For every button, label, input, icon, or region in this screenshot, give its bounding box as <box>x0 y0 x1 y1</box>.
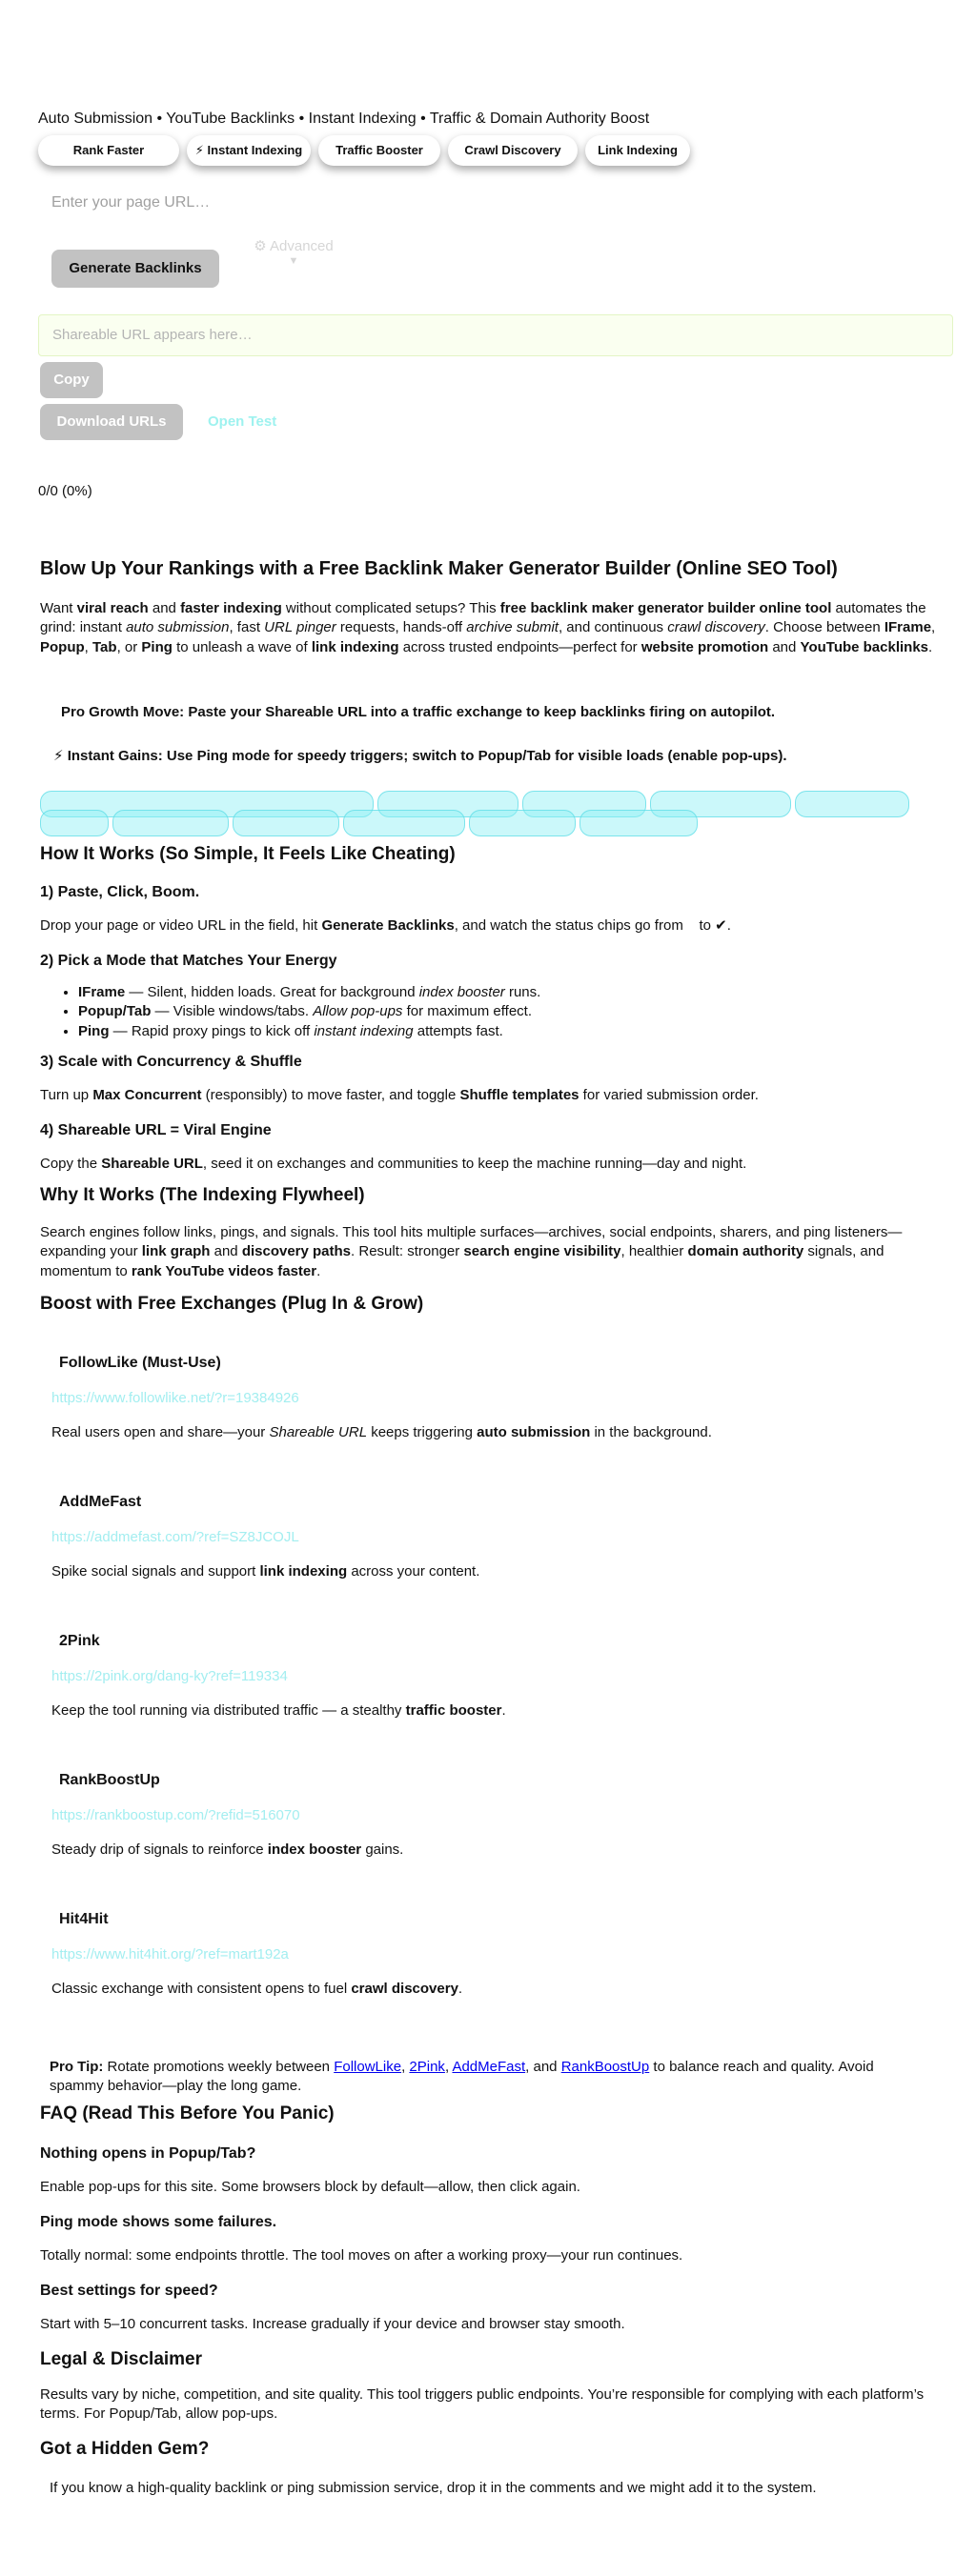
page-url-input[interactable] <box>50 187 450 219</box>
chip-crawl-discovery[interactable]: Crawl Discovery <box>448 135 578 166</box>
shareable-url-field[interactable] <box>38 314 953 356</box>
exchange-name: FollowLike (Must-Use) <box>59 1355 221 1371</box>
step4-text: Copy the Shareable URL, seed it on exchanges and communities to keep the machine running—day and night. <box>40 1156 747 1172</box>
list-item: • IFrame — Silent, hidden loads. Great for background index booster runs. <box>78 983 946 1002</box>
advanced-toggle[interactable] <box>248 238 339 268</box>
exchange-name: AddMeFast <box>59 1494 142 1510</box>
exchange-name: RankBoostUp <box>59 1772 160 1788</box>
faq-question: Nothing opens in Popup/Tab? <box>40 2145 256 2162</box>
exchange-desc: Steady drip of signals to reinforce index booster gains. <box>51 1841 404 1858</box>
advanced-label: ⚙ Advanced <box>254 238 334 254</box>
status-chip <box>469 810 576 836</box>
how-it-works-heading: How It Works (So Simple, It Feels Like Cheating) <box>40 844 456 864</box>
hidden-gem-heading: Got a Hidden Gem? <box>40 2439 210 2459</box>
article-title: Blow Up Your Rankings with a Free Backlink Maker Generator Builder (Online SEO Tool) <box>40 558 838 579</box>
modes-list <box>40 983 946 1041</box>
exchange-link[interactable]: https://2pink.org/dang-ky?ref=119334 <box>51 1668 288 1684</box>
link-followlike[interactable]: FollowLike <box>334 2059 402 2075</box>
status-chip <box>580 810 698 836</box>
copy-button[interactable]: Copy <box>40 362 103 398</box>
faq-answer: Totally normal: some endpoints throttle. The tool moves on after a working proxy—your run continues. <box>40 2247 683 2264</box>
boost-heading: Boost with Free Exchanges (Plug In & Grow) <box>40 1294 424 1314</box>
faq-heading: FAQ (Read This Before You Panic) <box>40 2103 335 2123</box>
progress-counter: 0/0 (0%) <box>38 483 92 499</box>
exchange-link[interactable]: https://www.followlike.net/?r=19384926 <box>51 1390 299 1406</box>
exchange-link[interactable]: https://rankboostup.com/?refid=516070 <box>51 1807 300 1823</box>
hidden-gem-text: If you know a high-quality backlink or ping submission service, drop it in the comments and we might add it to the system. <box>50 2480 817 2496</box>
why-it-works-heading: Why It Works (The Indexing Flywheel) <box>40 1185 365 1205</box>
generate-backlinks-button[interactable]: Generate Backlinks <box>51 250 219 288</box>
step3-heading: 3) Scale with Concurrency & Shuffle <box>40 1054 302 1070</box>
status-chip <box>795 791 909 817</box>
exchange-desc: Real users open and share—your Shareable URL keeps triggering auto submission in the background. <box>51 1424 712 1440</box>
status-chip <box>112 810 229 836</box>
why-text: Search engines follow links, pings, and signals. This tool hits multiple surfaces—archives, social endpoints, sharers, and ping listeners—expanding your link graph and discovery paths. Result: stronger search engine visibility, healthier domain authority signals, and momentum to rank YouTube videos faster. <box>40 1224 903 1279</box>
status-chip <box>233 810 339 836</box>
exchange-desc: Classic exchange with consistent opens to fuel crawl discovery. <box>51 1981 463 1997</box>
legal-text: Results vary by niche, competition, and site quality. This tool triggers public endpoints. You’re responsible for complying with each platform’s terms. For Popup/Tab, allow pop-ups. <box>40 2386 925 2423</box>
download-urls-button[interactable]: Download URLs <box>40 404 183 440</box>
callout-pro-growth: Pro Growth Move: Paste your Shareable URL into a traffic exchange to keep backlinks firing on autopilot. <box>61 704 776 720</box>
feature-chips <box>38 135 690 166</box>
shareable-url-placeholder: Shareable URL appears here… <box>52 326 253 343</box>
link-2pink[interactable]: 2Pink <box>409 2059 445 2075</box>
chip-instant-indexing[interactable]: ⚡ Instant Indexing <box>187 135 311 166</box>
status-chip <box>343 810 465 836</box>
intro-paragraph: Want viral reach and faster indexing without complicated setups? This free backlink maker generator builder online tool automates the grind: instant auto submission, fast URL pinger requests, hands-off archive submit, and continuous crawl discovery. Choose between IFrame, Popup, Tab, or Ping to unleash a wave of link indexing across trusted endpoints—perfect for website promotion and YouTube backlinks. <box>40 600 936 655</box>
chip-rank-faster[interactable]: Rank Faster <box>38 135 179 166</box>
link-rankboostup[interactable]: RankBoostUp <box>560 2059 650 2075</box>
article-intro <box>40 556 946 657</box>
chevron-down-icon: ▼ <box>288 255 299 267</box>
exchange-desc: Keep the tool running via distributed traffic — a stealthy traffic booster. <box>51 1702 506 1719</box>
exchange-link[interactable]: https://www.hit4hit.org/?ref=mart192a <box>51 1946 289 1962</box>
exchange-name: 2Pink <box>59 1633 100 1649</box>
list-item: • Popup/Tab — Visible windows/tabs. Allow pop-ups for maximum effect. <box>78 1002 946 1021</box>
chip-link-indexing[interactable]: Link Indexing <box>585 135 690 166</box>
step2-heading: 2) Pick a Mode that Matches Your Energy <box>40 953 337 969</box>
exchange-name: Hit4Hit <box>59 1911 109 1927</box>
pro-tip: Pro Tip: Rotate promotions weekly between FollowLike, 2Pink, AddMeFast, and RankBoostUp to balance reach and quality. Avoid spammy behavior—play the long game. <box>50 2059 874 2095</box>
step3-text: Turn up Max Concurrent (responsibly) to move faster, and toggle Shuffle templates for varied submission order. <box>40 1087 759 1103</box>
faq-answer: Enable pop-ups for this site. Some browsers block by default—allow, then click again. <box>40 2179 580 2195</box>
open-test-link[interactable]: Open Test <box>208 413 277 430</box>
exchange-desc: Spike social signals and support link indexing across your content. <box>51 1563 480 1580</box>
link-addmefast[interactable]: AddMeFast <box>452 2059 526 2075</box>
step1-text: Drop your page or video URL in the field, hit Generate Backlinks, and watch the status chips go from to ✔. <box>40 917 731 934</box>
faq-question: Best settings for speed? <box>40 2283 218 2299</box>
legal-heading: Legal & Disclaimer <box>40 2349 203 2369</box>
callout-instant-gains: ⚡ Instant Gains: Use Ping mode for speedy triggers; switch to Popup/Tab for visible loads (enable pop-ups). <box>53 748 787 764</box>
faq-question: Ping mode shows some failures. <box>40 2214 277 2230</box>
chip-traffic-booster[interactable]: Traffic Booster <box>318 135 440 166</box>
status-chip <box>40 810 109 836</box>
subtitle: Auto Submission • YouTube Backlinks • Instant Indexing • Traffic & Domain Authority Boost <box>38 111 650 127</box>
list-item: • Ping — Rapid proxy pings to kick off instant indexing attempts fast. <box>78 1022 946 1041</box>
exchange-link[interactable]: https://addmefast.com/?ref=SZ8JCOJL <box>51 1529 299 1545</box>
step1-heading: 1) Paste, Click, Boom. <box>40 884 200 900</box>
step4-heading: 4) Shareable URL = Viral Engine <box>40 1122 272 1138</box>
faq-answer: Start with 5–10 concurrent tasks. Increase gradually if your device and browser stay smooth. <box>40 2316 625 2332</box>
